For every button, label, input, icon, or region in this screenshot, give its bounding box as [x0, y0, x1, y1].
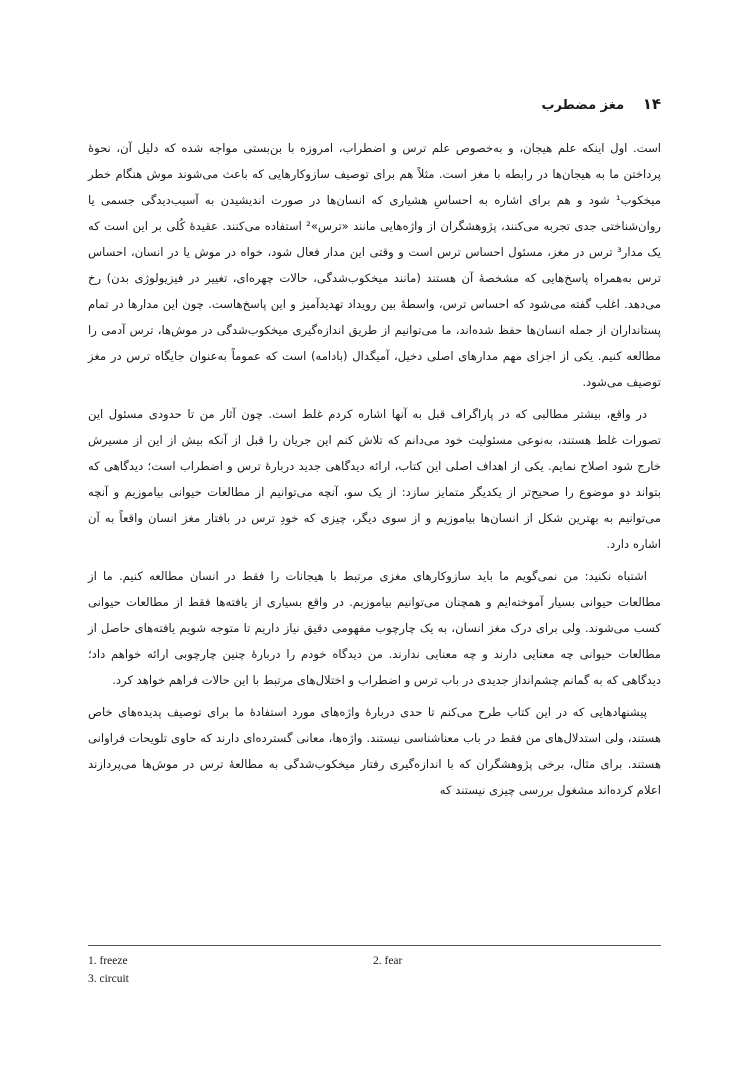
paragraph: در واقع، بیشتر مطالبی که در پاراگراف قبل به آنها اشاره کردم غلط است. چون آثار من تا حدودی مسئول این تصورات غلط هستند، به‌نوعی مسئولیت خود می‌دانم که تلاش کنم این جریان را قبل از آنکه بیش از این از مسیرش خارج شود اصلاح نمایم. یکی از اهداف اصلی این کتاب، ارائه دیدگاهی جدید دربارهٔ ترس و اضطراب است؛ دیدگاهی که بتواند دو موضوع را صحیح‌تر از یکدیگر متمایز سازد: از یک سو، آنچه می‌توانیم از مطالعات حیوانی بیاموزیم و آنچه می‌توانیم به بهترین شکل از انسان‌ها بیاموزیم و از سوی دیگر، چیزی که خودِ ترس در بافتار مغز انسان واقعاً به آن اشاره دارد. — [88, 407, 661, 551]
footnote: 3. circuit — [88, 973, 129, 985]
footnotes — [88, 952, 661, 988]
page-number: ۱۴ — [642, 95, 661, 113]
footnote: 1. freeze — [88, 955, 128, 967]
page-header — [90, 95, 661, 113]
running-title: مغز مضطرب — [541, 98, 625, 113]
footnote: 2. fear — [373, 955, 403, 967]
paragraph: است. اول اینکه علم هیجان، و به‌خصوص علم ترس و اضطراب، امروزه با بن‌بستی مواجه شده که دلیل آن، نحوهٔ پرداختن ما به هیجان‌ها در رابطه با مغز است. مثلاً هم برای توصیف سازوکارهایی که باعث می‌شوند موش هنگام خطر میخکوب¹ شود و هم برای اشاره به احساسِ هشیاری که انسان‌ها در صورت اندیشیدن به آسیب‌دیدگی جسمی یا روان‌شناختی جدی تجربه می‌کنند، پژوهشگران از واژه‌هایی مانند «ترس»² استفاده می‌کنند. عقیدهٔ کُلی بر این است که یک مدار³ ترس در مغز، مسئول احساس ترس است و وقتی این مدار فعال شود، خواه در موش یا در انسان، احساس ترس به‌همراه پاسخ‌هایی که مشخصهٔ آن هستند (مانند میخکوب‌شدگی، حالات چهره‌ای، تغییر در فیزیولوژی بدن) رخ می‌دهد. اغلب گفته می‌شود که احساس ترس، واسطهٔ بین رویداد تهدیدآمیز و این پاسخ‌هاست. چون این مدارها در تمام پستانداران از جمله انسان‌ها حفظ شده‌اند، ما می‌توانیم از طریق اندازه‌گیری میخکوب‌شدگی در موش‌ها، ترس آدمی را مطالعه کنیم. یکی از اجزای مهم مدارهای اصلی دخیل، آمیگدال (بادامه) است که عموماً به‌عنوان جایگاه ترس در مغز توصیف می‌شود. — [88, 141, 661, 389]
paragraph: پیشنهادهایی که در این کتاب طرح می‌کنم تا حدی دربارهٔ واژه‌های مورد استفادهٔ ما برای توصیف پدیده‌های خاص هستند، ولی استدلال‌های من فقط در باب معناشناسی نیستند. واژه‌ها، معانی گسترده‌ای دارند که حاوی تلویحات فراوانی هستند. برای مثال، برخی پژوهشگران که با اندازه‌گیری رفتار میخکوب‌شدگی به مطالعهٔ ترس در موش‌ها می‌پردازند اعلام کرده‌اند مشغول بررسی چیزی نیستند که — [88, 705, 661, 797]
body-text — [88, 135, 661, 809]
footnote-divider — [88, 945, 661, 946]
paragraph: اشتباه نکنید: من نمی‌گویم ما باید سازوکارهای مغزی مرتبط با هیجانات را فقط در انسان مطالعه کنیم. ما از مطالعات حیوانی بسیار آموخته‌ایم و همچنان می‌توانیم بیاموزیم. در واقع بسیاری از یافته‌ها فقط از مطالعات حیوانی کسب می‌شوند. ولی برای درک مغز انسان، به یک چارچوب مفهومی دقیق نیاز داریم تا متوجه شویم یافته‌های حاصل از مطالعات حیوانی چه معنایی دارند و چه معنایی ندارند. من دیدگاه خودم را دربارهٔ چنین چارچوبی ارائه خواهم داد؛ دیدگاهی که به گمانم چشم‌انداز جدیدی در باب ترس و اضطراب و اختلال‌های مرتبط با این حالات فراهم خواهد کرد. — [88, 569, 661, 687]
